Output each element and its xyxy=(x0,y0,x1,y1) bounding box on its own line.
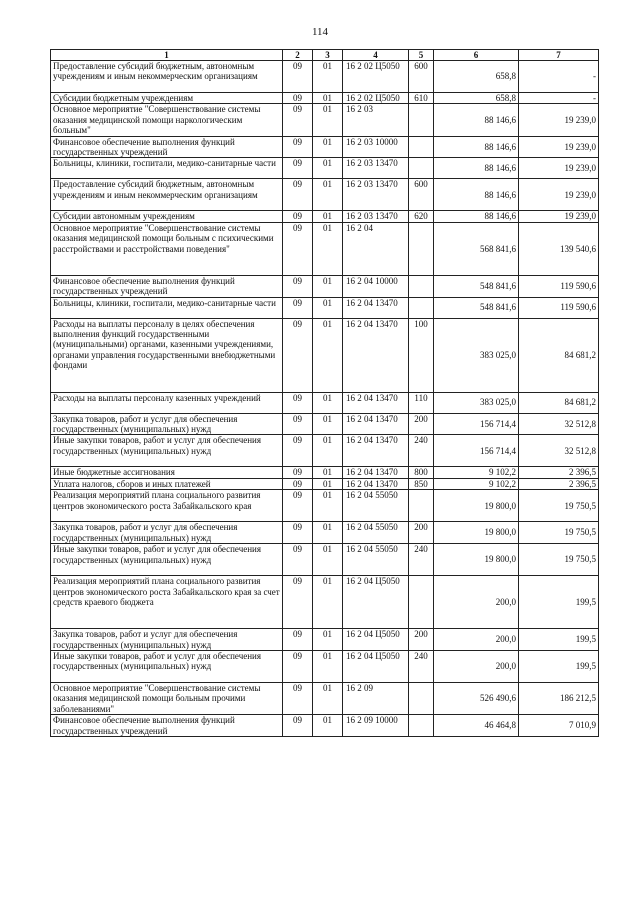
row-amount-col6: 88 146,6 xyxy=(434,158,519,179)
row-name: Закупка товаров, работ и услуг для обеспечения государственных (муниципальных) нужд xyxy=(51,629,283,651)
row-subsection: 01 xyxy=(313,297,343,318)
row-name: Предоставление субсидий бюджетным, автономным учреждениям и иным некоммерческим организациям xyxy=(51,61,283,93)
row-expense-type xyxy=(409,275,434,297)
row-name: Больницы, клиники, госпитали, медико-санитарные части xyxy=(51,158,283,179)
table-row xyxy=(51,179,599,211)
row-amount-col6: 200,0 xyxy=(434,650,519,682)
table-row xyxy=(51,544,599,576)
row-name: Реализация мероприятий плана социального развития центров экономического роста Забайкальского края xyxy=(51,490,283,522)
table-row xyxy=(51,297,599,318)
row-section: 09 xyxy=(283,490,313,522)
row-section: 09 xyxy=(283,179,313,211)
row-amount-col7: 32 512,8 xyxy=(519,413,599,435)
row-section: 09 xyxy=(283,576,313,629)
row-target-code: 16 2 04 Ц5050 xyxy=(343,629,409,651)
table-row xyxy=(51,158,599,179)
row-amount-col6: 200,0 xyxy=(434,576,519,629)
row-expense-type: 200 xyxy=(409,629,434,651)
row-name: Уплата налогов, сборов и иных платежей xyxy=(51,478,283,489)
row-amount-col7: - xyxy=(519,61,599,93)
row-section: 09 xyxy=(283,629,313,651)
row-amount-col6: 548 841,6 xyxy=(434,275,519,297)
row-section: 09 xyxy=(283,522,313,544)
row-target-code: 16 2 03 13470 xyxy=(343,158,409,179)
row-target-code: 16 2 09 xyxy=(343,682,409,714)
row-subsection: 01 xyxy=(313,93,343,104)
row-expense-type: 600 xyxy=(409,61,434,93)
table-row xyxy=(51,576,599,629)
row-name: Закупка товаров, работ и услуг для обеспечения государственных (муниципальных) нужд xyxy=(51,413,283,435)
row-amount-col7: 2 396,5 xyxy=(519,467,599,478)
row-section: 09 xyxy=(283,650,313,682)
header-col-3: 3 xyxy=(313,50,343,61)
row-name: Больницы, клиники, госпитали, медико-санитарные части xyxy=(51,297,283,318)
row-target-code: 16 2 04 13470 xyxy=(343,392,409,413)
row-expense-type: 620 xyxy=(409,211,434,222)
row-subsection: 01 xyxy=(313,576,343,629)
row-name: Финансовое обеспечение выполнения функций государственных учреждений xyxy=(51,275,283,297)
row-subsection: 01 xyxy=(313,435,343,467)
row-section: 09 xyxy=(283,275,313,297)
row-expense-type: 240 xyxy=(409,650,434,682)
row-amount-col6: 88 146,6 xyxy=(434,179,519,211)
row-section: 09 xyxy=(283,467,313,478)
table-row xyxy=(51,222,599,275)
row-name: Расходы на выплаты персоналу в целях обеспечения выполнения функций государственными (муниципальными) органами, казенными учреждениями, органами управления государственными внебюджетными фондами xyxy=(51,318,283,392)
row-subsection: 01 xyxy=(313,211,343,222)
row-section: 09 xyxy=(283,158,313,179)
row-name: Иные закупки товаров, работ и услуг для обеспечения государственных (муниципальных) нужд xyxy=(51,650,283,682)
table-row xyxy=(51,275,599,297)
row-subsection: 01 xyxy=(313,413,343,435)
row-amount-col7: 32 512,8 xyxy=(519,435,599,467)
table-row xyxy=(51,490,599,522)
row-target-code: 16 2 04 13470 xyxy=(343,297,409,318)
row-expense-type: 100 xyxy=(409,318,434,392)
row-amount-col6: 156 714,4 xyxy=(434,435,519,467)
table-header xyxy=(51,50,599,61)
row-subsection: 01 xyxy=(313,275,343,297)
row-amount-col6: 200,0 xyxy=(434,629,519,651)
row-target-code: 16 2 04 Ц5050 xyxy=(343,576,409,629)
table-row xyxy=(51,467,599,478)
row-amount-col6: 9 102,2 xyxy=(434,467,519,478)
row-expense-type: 240 xyxy=(409,544,434,576)
row-amount-col7: 19 239,0 xyxy=(519,104,599,136)
row-name: Иные закупки товаров, работ и услуг для обеспечения государственных (муниципальных) нужд xyxy=(51,435,283,467)
row-amount-col7: 19 239,0 xyxy=(519,158,599,179)
row-subsection: 01 xyxy=(313,629,343,651)
header-col-2: 2 xyxy=(283,50,313,61)
row-target-code: 16 2 04 xyxy=(343,222,409,275)
row-subsection: 01 xyxy=(313,682,343,714)
row-subsection: 01 xyxy=(313,392,343,413)
budget-table xyxy=(50,49,599,737)
row-amount-col7: 7 010,9 xyxy=(519,715,599,737)
row-amount-col6: 548 841,6 xyxy=(434,297,519,318)
table-row xyxy=(51,682,599,714)
row-amount-col7: 139 540,6 xyxy=(519,222,599,275)
row-amount-col7: 19 750,5 xyxy=(519,544,599,576)
row-subsection: 01 xyxy=(313,490,343,522)
row-amount-col7: 186 212,5 xyxy=(519,682,599,714)
row-section: 09 xyxy=(283,715,313,737)
row-amount-col7: 84 681,2 xyxy=(519,318,599,392)
row-section: 09 xyxy=(283,61,313,93)
row-subsection: 01 xyxy=(313,715,343,737)
row-name: Предоставление субсидий бюджетным, автономным учреждениям и иным некоммерческим организациям xyxy=(51,179,283,211)
row-amount-col7: 19 750,5 xyxy=(519,522,599,544)
row-amount-col6: 46 464,8 xyxy=(434,715,519,737)
header-col-6: 6 xyxy=(434,50,519,61)
row-name: Субсидии бюджетным учреждениям xyxy=(51,93,283,104)
row-amount-col6: 156 714,4 xyxy=(434,413,519,435)
row-expense-type xyxy=(409,490,434,522)
row-target-code: 16 2 04 13470 xyxy=(343,467,409,478)
row-amount-col6: 568 841,6 xyxy=(434,222,519,275)
header-col-7: 7 xyxy=(519,50,599,61)
row-amount-col7: 19 239,0 xyxy=(519,179,599,211)
table-row xyxy=(51,478,599,489)
row-name: Основное мероприятие "Совершенствование системы оказания медицинской помощи наркологическим больным" xyxy=(51,104,283,136)
row-target-code: 16 2 02 Ц5050 xyxy=(343,93,409,104)
table-row xyxy=(51,715,599,737)
row-target-code: 16 2 04 55050 xyxy=(343,544,409,576)
page-number: 114 xyxy=(311,26,329,38)
row-name: Расходы на выплаты персоналу казенных учреждений xyxy=(51,392,283,413)
row-expense-type xyxy=(409,576,434,629)
table-row xyxy=(51,435,599,467)
row-amount-col6: 383 025,0 xyxy=(434,318,519,392)
row-expense-type: 200 xyxy=(409,522,434,544)
row-section: 09 xyxy=(283,136,313,158)
row-amount-col7: 2 396,5 xyxy=(519,478,599,489)
row-name: Финансовое обеспечение выполнения функций государственных учреждений xyxy=(51,715,283,737)
row-amount-col6: 19 800,0 xyxy=(434,490,519,522)
row-subsection: 01 xyxy=(313,136,343,158)
row-target-code: 16 2 04 13470 xyxy=(343,413,409,435)
row-section: 09 xyxy=(283,104,313,136)
row-target-code: 16 2 04 13470 xyxy=(343,318,409,392)
row-expense-type xyxy=(409,104,434,136)
row-target-code: 16 2 03 10000 xyxy=(343,136,409,158)
row-amount-col7: 19 239,0 xyxy=(519,211,599,222)
table-row xyxy=(51,650,599,682)
row-expense-type: 610 xyxy=(409,93,434,104)
row-expense-type: 110 xyxy=(409,392,434,413)
header-col-1: 1 xyxy=(51,50,283,61)
row-amount-col6: 19 800,0 xyxy=(434,544,519,576)
row-expense-type: 240 xyxy=(409,435,434,467)
row-section: 09 xyxy=(283,93,313,104)
row-expense-type: 800 xyxy=(409,467,434,478)
row-subsection: 01 xyxy=(313,478,343,489)
row-subsection: 01 xyxy=(313,179,343,211)
row-name: Субсидии автономным учреждениям xyxy=(51,211,283,222)
row-amount-col7: 119 590,6 xyxy=(519,297,599,318)
row-subsection: 01 xyxy=(313,650,343,682)
table-row xyxy=(51,104,599,136)
row-target-code: 16 2 02 Ц5050 xyxy=(343,61,409,93)
row-expense-type xyxy=(409,222,434,275)
table-row xyxy=(51,93,599,104)
row-target-code: 16 2 03 xyxy=(343,104,409,136)
row-amount-col7: 19 750,5 xyxy=(519,490,599,522)
row-amount-col7: - xyxy=(519,93,599,104)
row-name: Основное мероприятие "Совершенствование системы оказания медицинской помощи больным с психическими расстройствами и расстройствами поведения" xyxy=(51,222,283,275)
row-amount-col6: 88 146,6 xyxy=(434,136,519,158)
row-subsection: 01 xyxy=(313,544,343,576)
table-row xyxy=(51,136,599,158)
row-name: Реализация мероприятий плана социального развития центров экономического роста Забайкальского края за счет средств краевого бюджета xyxy=(51,576,283,629)
row-section: 09 xyxy=(283,222,313,275)
row-section: 09 xyxy=(283,544,313,576)
row-amount-col6: 9 102,2 xyxy=(434,478,519,489)
row-expense-type xyxy=(409,158,434,179)
row-subsection: 01 xyxy=(313,222,343,275)
header-col-4: 4 xyxy=(343,50,409,61)
row-amount-col6: 658,8 xyxy=(434,61,519,93)
row-section: 09 xyxy=(283,478,313,489)
row-subsection: 01 xyxy=(313,467,343,478)
row-amount-col7: 119 590,6 xyxy=(519,275,599,297)
row-section: 09 xyxy=(283,413,313,435)
header-row xyxy=(51,50,599,61)
row-section: 09 xyxy=(283,211,313,222)
row-amount-col7: 19 239,0 xyxy=(519,136,599,158)
row-amount-col6: 88 146,6 xyxy=(434,211,519,222)
row-target-code: 16 2 04 13470 xyxy=(343,435,409,467)
row-amount-col6: 383 025,0 xyxy=(434,392,519,413)
row-expense-type xyxy=(409,682,434,714)
header-col-5: 5 xyxy=(409,50,434,61)
row-target-code: 16 2 04 55050 xyxy=(343,522,409,544)
row-name: Закупка товаров, работ и услуг для обеспечения государственных (муниципальных) нужд xyxy=(51,522,283,544)
row-target-code: 16 2 04 Ц5050 xyxy=(343,650,409,682)
row-amount-col7: 199,5 xyxy=(519,629,599,651)
row-section: 09 xyxy=(283,392,313,413)
row-expense-type: 850 xyxy=(409,478,434,489)
row-name: Иные закупки товаров, работ и услуг для обеспечения государственных (муниципальных) нужд xyxy=(51,544,283,576)
row-expense-type: 200 xyxy=(409,413,434,435)
row-subsection: 01 xyxy=(313,158,343,179)
row-section: 09 xyxy=(283,297,313,318)
row-target-code: 16 2 03 13470 xyxy=(343,211,409,222)
row-target-code: 16 2 04 55050 xyxy=(343,490,409,522)
row-subsection: 01 xyxy=(313,104,343,136)
row-section: 09 xyxy=(283,318,313,392)
row-expense-type xyxy=(409,297,434,318)
row-section: 09 xyxy=(283,682,313,714)
table-row xyxy=(51,392,599,413)
row-subsection: 01 xyxy=(313,522,343,544)
table-body xyxy=(51,61,599,737)
row-name: Основное мероприятие "Совершенствование системы оказания медицинской помощи больным прочими заболеваниями" xyxy=(51,682,283,714)
row-amount-col6: 88 146,6 xyxy=(434,104,519,136)
row-expense-type: 600 xyxy=(409,179,434,211)
table-row xyxy=(51,413,599,435)
table-row xyxy=(51,211,599,222)
row-expense-type xyxy=(409,715,434,737)
row-amount-col7: 84 681,2 xyxy=(519,392,599,413)
row-name: Финансовое обеспечение выполнения функций государственных учреждений xyxy=(51,136,283,158)
table-row xyxy=(51,522,599,544)
row-amount-col7: 199,5 xyxy=(519,650,599,682)
row-target-code: 16 2 04 13470 xyxy=(343,478,409,489)
row-target-code: 16 2 03 13470 xyxy=(343,179,409,211)
table-row xyxy=(51,318,599,392)
row-amount-col7: 199,5 xyxy=(519,576,599,629)
row-amount-col6: 526 490,6 xyxy=(434,682,519,714)
row-subsection: 01 xyxy=(313,61,343,93)
row-subsection: 01 xyxy=(313,318,343,392)
row-target-code: 16 2 09 10000 xyxy=(343,715,409,737)
row-section: 09 xyxy=(283,435,313,467)
table-row xyxy=(51,629,599,651)
table-row xyxy=(51,61,599,93)
row-name: Иные бюджетные ассигнования xyxy=(51,467,283,478)
row-target-code: 16 2 04 10000 xyxy=(343,275,409,297)
row-amount-col6: 658,8 xyxy=(434,93,519,104)
row-amount-col6: 19 800,0 xyxy=(434,522,519,544)
row-expense-type xyxy=(409,136,434,158)
